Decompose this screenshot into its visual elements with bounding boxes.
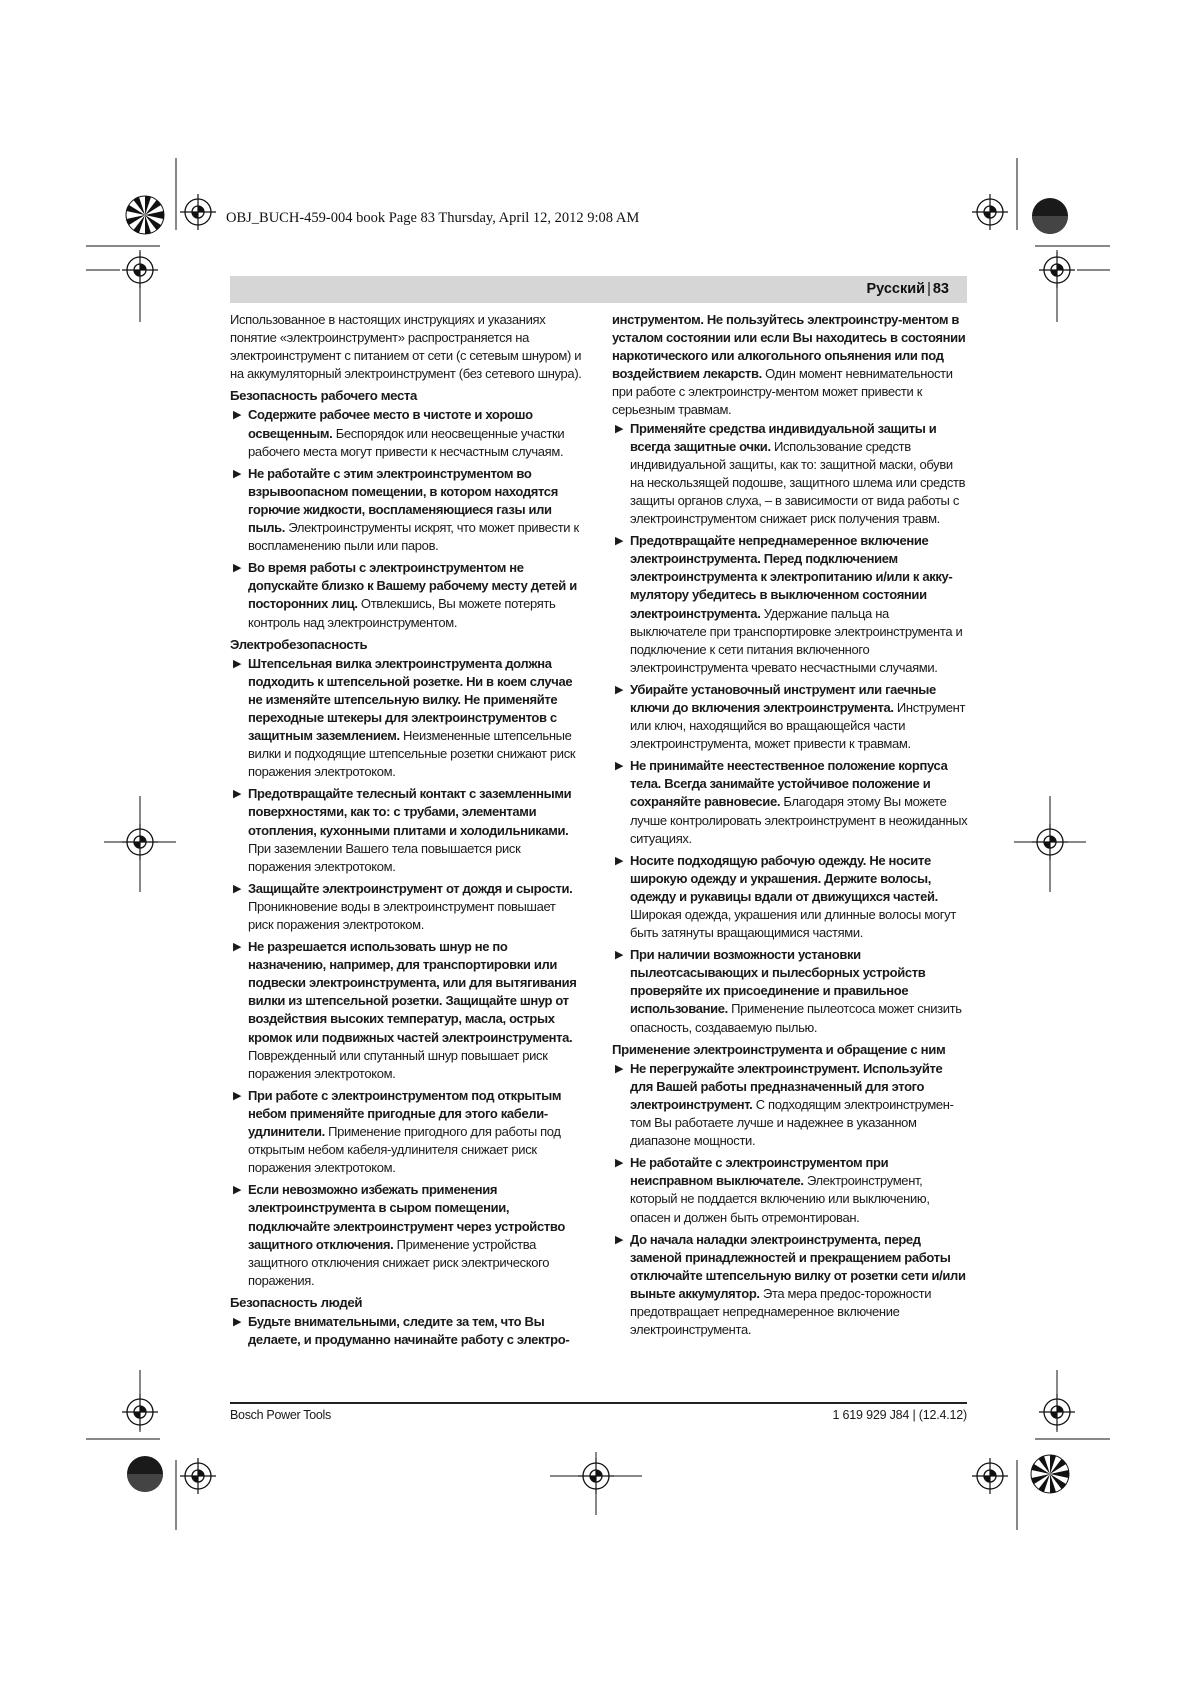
- left-column: [230, 311, 582, 1353]
- section-heading: Электробезопасность: [230, 636, 368, 652]
- list-item: ▶ Не перегружайте электроинструмент. Используйте для Вашей работы предназначенный для этого электроинструмент. С подходящим электроинструмен-том Вы работаете лучше и надежнее в указанном диапазоне мощности.: [615, 1060, 954, 1149]
- bullet-icon: ▶: [233, 467, 242, 480]
- list-item: ▶ Защищайте электроинструмент от дождя и сырости. Проникновение воды в электроинструмент повышает риск поражения электротоком.: [233, 880, 573, 932]
- bullet-icon: ▶: [615, 854, 624, 867]
- list-item: ▶ Во время работы с электроинструментом не допускайте близко к Вашему рабочему месту детей и посторонних лиц. Отвлекшись, Вы можете потерять контроль над электроинструментом.: [233, 560, 577, 630]
- bullet-icon: ▶: [615, 422, 624, 435]
- list-item: ▶ Не работайте с электроинструментом при неисправном выключателе. Электроинструмент, который не поддается включению или выключению, опасен и должен быть отремонтирован.: [615, 1155, 930, 1225]
- bullet-icon: ▶: [615, 1233, 624, 1246]
- header-separator: |: [927, 281, 931, 297]
- bullet-icon: ▶: [615, 535, 624, 548]
- bullet-icon: ▶: [233, 941, 242, 954]
- right-column: [612, 311, 968, 1343]
- print-slug: OBJ_BUCH-459-004 book Page 83 Thursday, April 12, 2012 9:08 AM: [226, 210, 640, 226]
- list-item: ▶ Убирайте установочный инструмент или гаечные ключи до включения электроинструмента. Инструмент или ключ, находящийся во вращающейся части электроинструмента, может привести к травмам.: [615, 681, 966, 752]
- bullet-icon: ▶: [233, 1184, 242, 1197]
- list-item: ▶ Носите подходящую рабочую одежду. Не носите широкую одежду и украшения. Держите волосы, одежду и рукавицы вдали от движущихся частей. Широкая одежда, украшения или длинные волосы могут быть затянуты вращающимися частями.: [615, 852, 956, 941]
- page-header-bar: [230, 276, 967, 303]
- bullet-icon: ▶: [233, 1089, 242, 1102]
- section-heading: Применение электроинструмента и обращение с ним: [612, 1041, 946, 1057]
- page-number: 83: [932, 281, 949, 297]
- list-item: ▶ Если невозможно избежать применения электроинструмента в сыром помещении, подключайте электроинструмент через устройство защитного отключения. Применение устройства защитного отключения снижает риск электрического поражения.: [233, 1182, 565, 1288]
- bullet-icon: ▶: [233, 562, 242, 575]
- list-item: ▶ Не работайте с этим электроинструментом во взрывоопасном помещении, в котором находятся горючие жидкости, воспламеняющиеся газы или пыль. Электроинструменты искрят, что может привести к воспламенению пыли или паров.: [233, 465, 579, 554]
- section-heading: Безопасность рабочего места: [230, 388, 418, 404]
- footer-brand: Bosch Power Tools: [230, 1408, 331, 1422]
- bullet-icon: ▶: [615, 949, 624, 962]
- bullet-icon: ▶: [233, 409, 242, 422]
- language-label: Русский: [866, 281, 926, 297]
- bullet-icon: ▶: [615, 760, 624, 773]
- list-item: ▶ При наличии возможности установки пылеотсасывающих и пылесборных устройств проверяйте их присоединение и правильное использование. Применение пылеотсоса может снизить опасность, создаваемую пылью.: [615, 947, 962, 1035]
- bullet-icon: ▶: [615, 1157, 624, 1170]
- list-item: ▶ Применяйте средства индивидуальной защиты и всегда защитные очки. Использование средств индивидуальной защиты, как то: защитной маски, обуви на нескользящей подошве, защитного шлема или средств защиты органов слуха, – в зависимости от вида работы с электроинструментом снижает риск получения травм.: [615, 420, 966, 527]
- list-item: ▶ До начала наладки электроинструмента, перед заменой принадлежностей и прекращением работы отключайте штепсельную вилку от розетки сети и/или выньте аккумулятор. Эта мера предос-торожности предотвращает непреднамеренное включение электроинструмента.: [615, 1231, 966, 1338]
- bullet-icon: ▶: [233, 788, 242, 801]
- page-header-label: [866, 281, 949, 297]
- bullet-icon: ▶: [233, 882, 242, 895]
- bullet-icon: ▶: [615, 1062, 624, 1075]
- intro-paragraph: Использованное в настоящих инструкциях и указаниях понятие «электроинструмент» распространяется на электроинструмент с питанием от сети (с сетевым шнуром) и на аккумуляторный электроинструмент (без сетевого шнура).: [230, 312, 582, 382]
- footer-doc-number: 1 619 929 J84 | (12.4.12): [832, 1408, 967, 1422]
- bullet-icon: ▶: [615, 683, 624, 696]
- list-item: ▶ При работе с электроинструментом под открытым небом применяйте пригодные для этого кабели-удлинители. Применение пригодного для работы под открытым небом кабеля-удлинителя снижает риск поражения электротоком.: [233, 1087, 562, 1176]
- list-item: ▶ Содержите рабочее место в чистоте и хорошо освещенным. Беспорядок или неосвещенные участки рабочего места могут привести к несчастным случаям.: [233, 407, 565, 459]
- list-item: ▶ Предотвращайте непреднамеренное включение электроинструмента. Перед подключением электроинструмента к электропитанию и/или к акку-мулятору убедитесь в выключенном состоянии электроинструмента. Удержание пальца на выключателе при транспортировке электроинструмента и подключение к сети питания включенного электроинструмента чревато несчастными случаями.: [615, 533, 963, 675]
- bullet-icon: ▶: [233, 657, 242, 670]
- list-item: ▶ Штепсельная вилка электроинструмента должна подходить к штепсельной розетке. Ни в коем случае не изменяйте штепсельную вилку. Не применяйте переходные штекеры для электроинструментов с защитным заземлением. Неизмененные штепсельные вилки и подходящие штепсельные розетки снижают риск поражения электротоком.: [233, 655, 576, 780]
- list-item: ▶ Будьте внимательными, следите за тем, что Вы делаете, и продуманно начинайте работу с электро-: [233, 1313, 570, 1348]
- bullet-icon: ▶: [233, 1315, 242, 1328]
- list-item: ▶ Предотвращайте телесный контакт с заземленными поверхностями, как то: с трубами, элементами отопления, кухонными плитами и холодильниками. При заземлении Вашего тела повышается риск поражения электротоком.: [233, 786, 572, 874]
- list-item: ▶ Не принимайте неестественное положение корпуса тела. Всегда занимайте устойчивое положение и сохраняйте равновесие. Благодаря этому Вы можете лучше контролировать электроинструмент в неожиданных ситуациях.: [615, 758, 968, 846]
- section-heading: Безопасность людей: [230, 1294, 363, 1310]
- continued-paragraph: инструментом. Не пользуйтесь электроинстру-ментом в усталом состоянии или если Вы находитесь в состоянии наркотического или алкогольного опьянения или под воздействием лекарств. Один момент невнимательности при работе с электроинстру-ментом может привести к серьезным травмам.: [612, 312, 966, 418]
- footer-rule: [230, 1402, 967, 1404]
- list-item: ▶ Не разрешается использовать шнур не по назначению, например, для транспортировки или подвески электроинструмента, или для вытягивания вилки из штепсельной розетки. Защищайте шнур от воздействия высоких температур, масла, острых кромок или подвижных частей электроинструмента. Поврежденный или спутанный шнур повышает риск поражения электротоком.: [233, 939, 577, 1081]
